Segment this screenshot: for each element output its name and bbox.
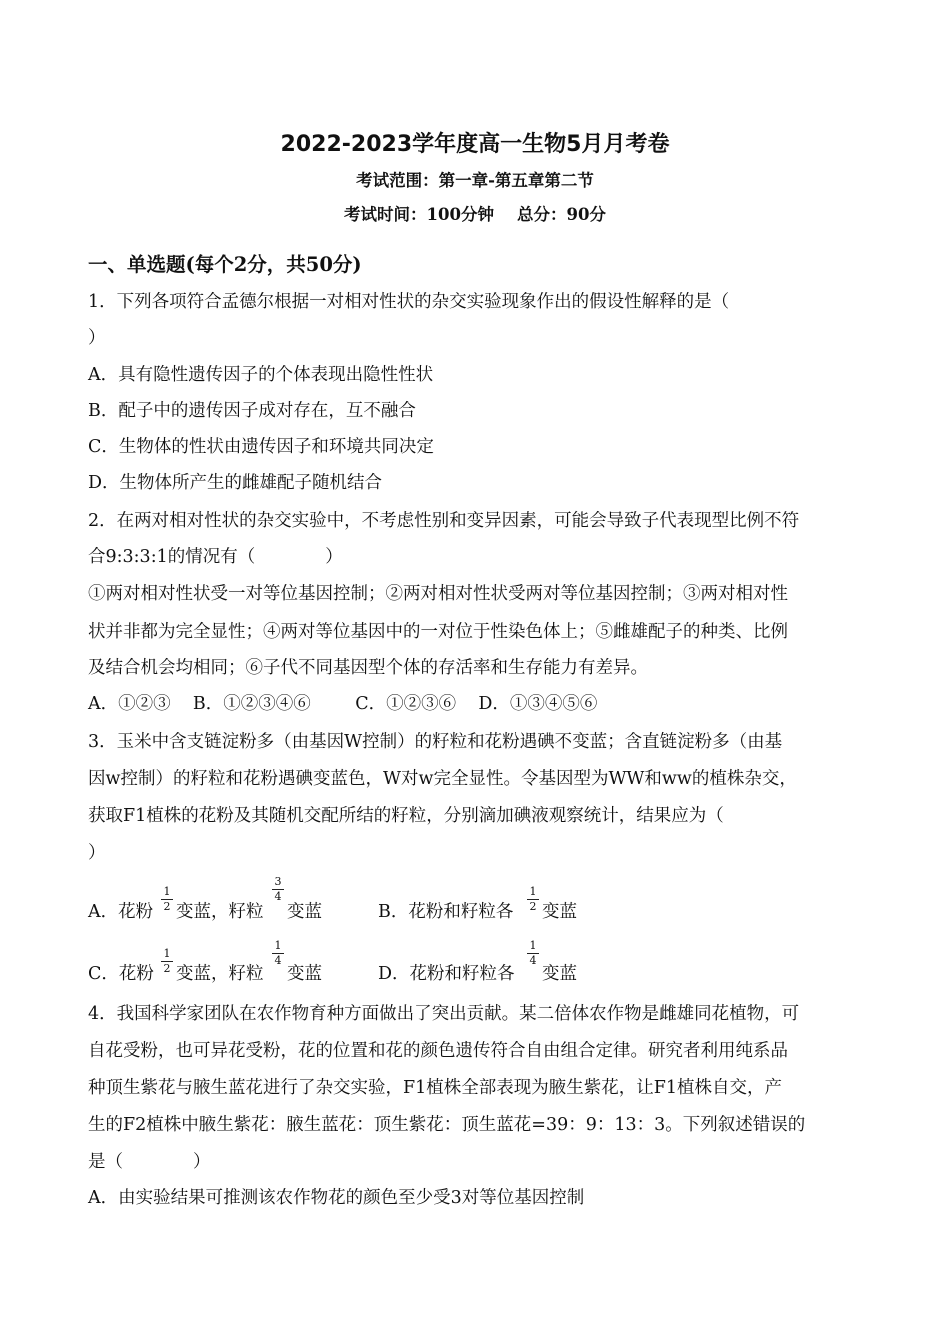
q3-option-c-part-3: 变蓝: [287, 964, 322, 984]
q1-option-d: D．生物体所产生的雌雄配子随机结合: [88, 473, 383, 493]
q4-stem-line-1: 4．我国科学家团队在农作物育种方面做出了突出贡献。某二倍体农作物是雌雄同花植物，可: [88, 1004, 800, 1024]
q2-options: A．①②③ B．①②③④⑥ C．①②③⑥ D．①③④⑤⑥: [88, 694, 598, 714]
fraction-denominator: 4: [529, 954, 537, 967]
q3-option-b-part-1: B．花粉和籽粒各: [378, 902, 514, 922]
q1-stem-line-2: ）: [88, 328, 106, 348]
q2-items-line-3: 及结合机会均相同；⑥子代不同基因型个体的存活率和生存能力有差异。: [88, 658, 648, 678]
q4-stem-line-5: 是（ ）: [88, 1152, 211, 1172]
q3-option-d-fraction: [525, 940, 541, 967]
q3-option-a-part-1: A．花粉: [88, 902, 154, 922]
q2-stem-line-1: 2．在两对相对性状的杂交实验中，不考虑性别和变异因素，可能会导致子代表现型比例不符: [88, 511, 800, 531]
q3-option-b-fraction: [525, 886, 541, 913]
q3-stem-line-1: 3．玉米中含支链淀粉多（由基因W控制）的籽粒和花粉遇碘不变蓝；含直链淀粉多（由基: [88, 732, 783, 752]
q3-option-a-part-2: 变蓝，籽粒: [176, 902, 264, 922]
q3-option-a-fraction-1: [159, 886, 175, 913]
q3-option-a-part-3: 变蓝: [287, 902, 322, 922]
q2-items-line-2: 状并非都为完全显性；④两对等位基因中的一对位于性染色体上；⑤雌雄配子的种类、比例: [88, 622, 788, 642]
fraction-denominator: 2: [163, 900, 171, 913]
q3-stem-line-4: ）: [88, 843, 106, 863]
fraction-numerator: 1: [529, 885, 537, 898]
q4-stem-line-2: 自花受粉，也可异花受粉，花的位置和花的颜色遗传符合自由组合定律。研究者利用纯系品: [88, 1041, 788, 1061]
q3-option-c-part-2: 变蓝，籽粒: [176, 964, 264, 984]
fraction-numerator: 1: [529, 939, 537, 952]
exam-scope: 考试范围：第一章-第五章第二节: [356, 171, 594, 190]
q3-option-d-part-1: D．花粉和籽粒各: [378, 964, 515, 984]
q3-option-c-fraction-2: [270, 940, 286, 967]
q3-option-d-part-2: 变蓝: [542, 964, 577, 984]
fraction-numerator: 3: [274, 875, 282, 888]
fraction-denominator: 4: [274, 954, 282, 967]
section-heading: 一、单选题(每个2分，共50分): [88, 253, 362, 276]
q3-stem-line-2: 因w控制）的籽粒和花粉遇碘变蓝色，W对w完全显性。令基因型为WW和ww的植株杂交，: [88, 769, 797, 789]
q3-option-b-part-2: 变蓝: [542, 902, 577, 922]
fraction-denominator: 2: [163, 962, 171, 975]
q3-option-c-fraction-1: [159, 948, 175, 975]
q2-stem-line-2: 合9:3:3:1的情况有（ ）: [88, 547, 343, 567]
q3-option-a-fraction-2: [270, 876, 286, 903]
q3-option-c-part-1: C．花粉: [88, 964, 154, 984]
q4-option-a: A．由实验结果可推测该农作物花的颜色至少受3对等位基因控制: [88, 1188, 585, 1208]
q4-stem-line-4: 生的F2植株中腋生紫花：腋生蓝花：顶生紫花：顶生蓝花=39：9：13：3。下列叙述错误的: [88, 1115, 806, 1135]
exam-title: 2022-2023学年度高一生物5月月考卷: [280, 132, 670, 157]
q2-items-line-1: ①两对相对性状受一对等位基因控制；②两对相对性状受两对等位基因控制；③两对相对性: [88, 584, 788, 604]
q3-stem-line-3: 获取F1植株的花粉及其随机交配所结的籽粒，分别滴加碘液观察统计，结果应为（: [88, 806, 724, 826]
fraction-numerator: 1: [274, 939, 282, 952]
fraction-numerator: 1: [163, 947, 171, 960]
fraction-numerator: 1: [163, 885, 171, 898]
q4-stem-line-3: 种顶生紫花与腋生蓝花进行了杂交实验，F1植株全部表现为腋生紫花，让F1植株自交，产: [88, 1078, 783, 1098]
exam-time: 考试时间：100分钟 总分：90分: [344, 205, 606, 224]
q1-option-b: B．配子中的遗传因子成对存在，互不融合: [88, 401, 416, 421]
q1-stem-line-1: 1．下列各项符合孟德尔根据一对相对性状的杂交实验现象作出的假设性解释的是（: [88, 292, 730, 312]
fraction-denominator: 4: [274, 890, 282, 903]
fraction-denominator: 2: [529, 900, 537, 913]
q1-option-a: A．具有隐性遗传因子的个体表现出隐性性状: [88, 365, 434, 385]
q1-option-c: C．生物体的性状由遗传因子和环境共同决定: [88, 437, 434, 457]
